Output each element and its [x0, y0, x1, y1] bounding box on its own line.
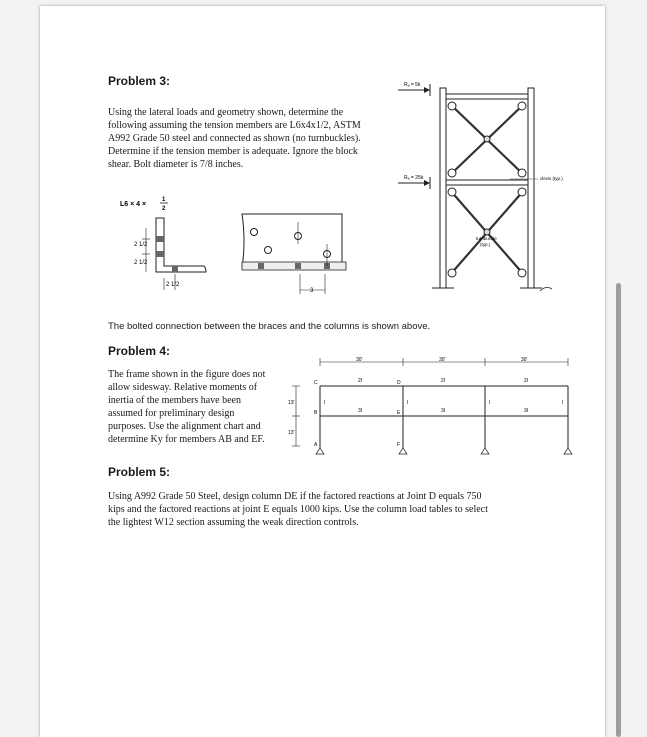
problem5-line-1: Using A992 Grade 50 Steel, design column DE if the factored reactions at Joint D equals 750: [108, 491, 482, 502]
pin-support-icon: [481, 448, 489, 454]
joint-label-a: A: [314, 442, 318, 448]
gusset-pin-icon: [518, 188, 526, 196]
problem5-line-3: the lightest W12 section assuming the weak direction controls.: [108, 517, 359, 528]
gusset-pin-icon: [448, 269, 456, 277]
joint-label-c: C: [314, 380, 318, 386]
problem5-line-2: kips and the factored reactions at joint E equals 1000 kips. Use the column load tables to select: [108, 504, 488, 515]
angle-label: L6 × 4 ×: [120, 201, 147, 208]
col-label-1: I: [324, 400, 326, 406]
mid-beam: [446, 180, 528, 185]
height-label-2: 13': [288, 430, 295, 436]
dim-left-1: 2 1/2: [134, 242, 148, 248]
angle-leg: [242, 262, 346, 270]
clevis-label: clevis (typ.): [540, 176, 563, 181]
col-label-4: I: [562, 400, 564, 406]
problem3-caption: The bolted connection between the braces and the columns is shown above.: [108, 321, 431, 332]
span-label-1: 30': [356, 357, 363, 363]
problem4-heading: Problem 4:: [108, 344, 171, 358]
pin-support-icon: [399, 448, 407, 454]
bolt-icon: [258, 263, 264, 269]
joint-label-f: F: [397, 442, 401, 448]
problem4-line-5: purposes. Use the alignment chart and: [108, 421, 261, 432]
joint-label-d: D: [397, 380, 401, 386]
problem5-heading: Problem 5:: [108, 465, 171, 479]
pin-support-icon: [316, 448, 324, 454]
plate-connection-figure: [238, 210, 353, 300]
col-label-3: I: [489, 400, 491, 406]
load-arrowhead-top: [424, 87, 430, 93]
joint-label-b: B: [314, 410, 318, 416]
span-label-2: 30': [439, 357, 446, 363]
problem3-line-1: Using the lateral loads and geometry shown, determine the: [108, 107, 344, 118]
dim-plate: 3: [310, 288, 314, 294]
angle-frac-den: 2: [162, 206, 166, 212]
bolt-icon: [156, 251, 164, 257]
gusset-pin-icon: [518, 269, 526, 277]
dim-left-2: 2 1/2: [134, 260, 148, 266]
problem3-line-3: A992 Grade 50 steel and connected as shown (no turnbuckles).: [108, 133, 361, 144]
beam-top-label-3: 2I: [524, 378, 529, 384]
turnbuckle-label: turnbuckle: [476, 236, 497, 241]
gusset-pin-icon: [518, 102, 526, 110]
scrollbar-thumb[interactable]: [616, 283, 621, 737]
left-column: [440, 88, 446, 288]
span-label-3: 30': [521, 357, 528, 363]
load-label-top: Rₐ = 5k: [404, 82, 421, 88]
bolt-icon: [156, 236, 164, 242]
center-connector-icon: [484, 229, 490, 235]
beam-mid-label-1: 3I: [358, 408, 363, 414]
beam-top-label-1: 2I: [358, 378, 363, 384]
angle-frac-num: 1: [162, 197, 166, 203]
angle-shape: [156, 218, 206, 272]
joint-label-e: E: [397, 410, 401, 416]
dim-bottom: 2 1/2: [166, 282, 180, 288]
angle-section-figure: [112, 192, 212, 292]
frame-figure: [284, 356, 574, 456]
center-connector-icon: [484, 136, 490, 142]
bolt-hole-icon: [265, 247, 272, 254]
right-column: [528, 88, 534, 288]
beam-mid-label-2: 3I: [441, 408, 446, 414]
gusset-pin-icon: [448, 188, 456, 196]
gusset-pin-icon: [448, 102, 456, 110]
load-label-mid: Rₐ = 25k: [404, 175, 424, 181]
problem3-line-4: Determine if the tension member is adequate. Ignore the block: [108, 146, 358, 157]
gusset-pin-icon: [518, 169, 526, 177]
col-label-2: I: [407, 400, 409, 406]
beam-top-label-2: 2I: [441, 378, 446, 384]
gusset-pin-icon: [448, 169, 456, 177]
bolt-icon: [172, 266, 178, 272]
bolt-hole-icon: [251, 229, 258, 236]
problem4-line-1: The frame shown in the figure does not: [108, 369, 266, 380]
top-beam: [446, 94, 528, 99]
pin-support-icon: [564, 448, 572, 454]
problem4-line-2: allow sidesway. Relative moments of: [108, 382, 258, 393]
turnbuckle-typ-label: (typ.): [480, 242, 491, 247]
document-page: [40, 6, 605, 737]
problem3-heading: Problem 3:: [108, 74, 171, 88]
problem4-line-3: inertia of the members have been: [108, 395, 241, 406]
problem3-line-2: following assuming the tension members are L6x4x1/2, ASTM: [108, 120, 361, 131]
braced-frame-figure: [390, 76, 605, 296]
problem3-line-5: shear. Bolt diameter is 7/8 inches.: [108, 159, 244, 170]
bolt-icon: [295, 263, 301, 269]
problem4-line-6: determine Ky for members AB and EF.: [108, 434, 265, 445]
beam-mid-label-3: 3I: [524, 408, 529, 414]
height-label-1: 13': [288, 400, 295, 406]
problem4-line-4: assumed for preliminary design: [108, 408, 235, 419]
load-arrowhead-mid: [424, 180, 430, 186]
